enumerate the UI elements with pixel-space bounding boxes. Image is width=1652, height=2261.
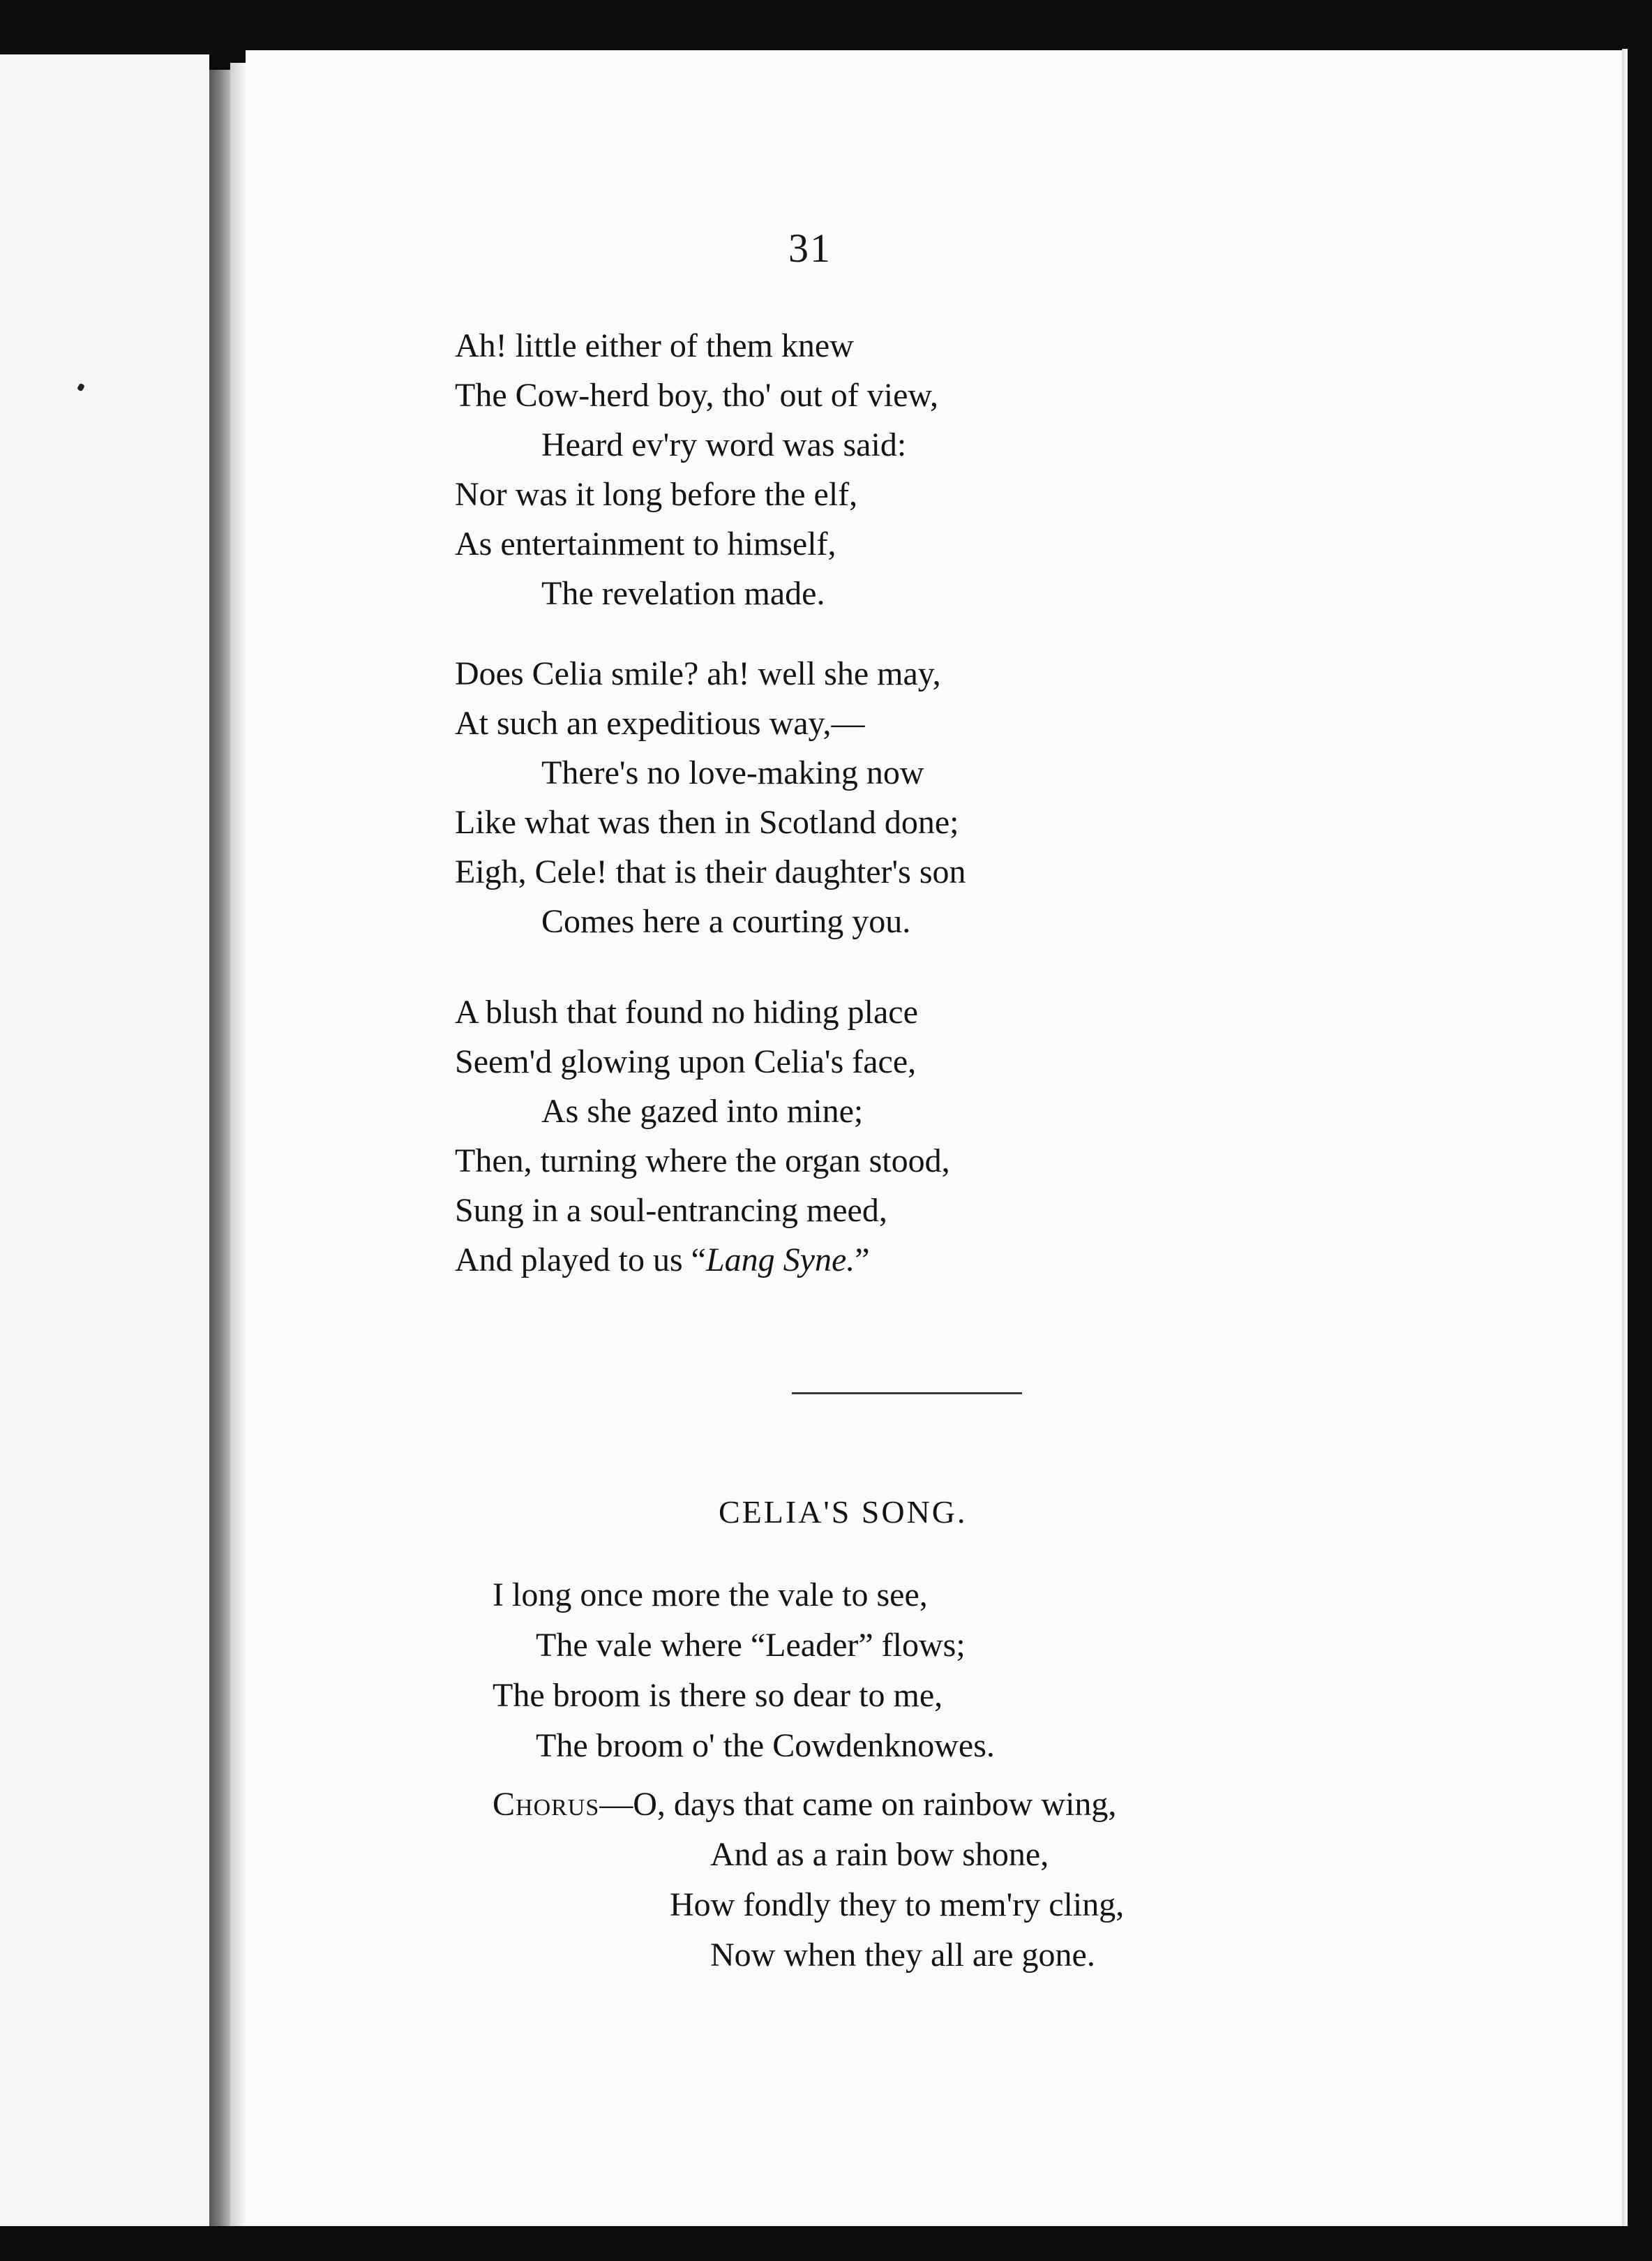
poem-line: The Cow-herd boy, tho' out of view,	[455, 377, 938, 414]
poem-line: The revelation made.	[541, 575, 825, 612]
page-edge	[1622, 49, 1628, 2230]
chorus-line: And as a rain bow shone,	[710, 1836, 1049, 1873]
poem-line: Eigh, Cele! that is their daughter's son	[455, 853, 966, 890]
poem-line: Does Celia smile? ah! well she may,	[455, 655, 941, 692]
chorus-line: How fondly they to mem'ry cling,	[670, 1886, 1125, 1923]
book-gutter	[209, 70, 230, 2226]
song-name-italic: Lang Syne.	[705, 1241, 855, 1278]
poem-line: Heard ev'ry word was said:	[541, 426, 907, 463]
poem-line: There's no love-making now	[541, 754, 924, 791]
scan-border-bottom	[0, 2226, 1652, 2261]
song-line: The broom is there so dear to me,	[493, 1677, 943, 1714]
poem-line: Nor was it long before the elf,	[455, 476, 858, 513]
poem-line: As she gazed into mine;	[541, 1093, 864, 1130]
song-line: The vale where “Leader” flows;	[536, 1627, 966, 1664]
poem-line: Ah! little either of them knew	[455, 327, 854, 364]
poem-line: As entertainment to himself,	[455, 525, 836, 562]
poem-stanza-3	[455, 987, 950, 1285]
chorus-label: Chorus	[493, 1786, 600, 1823]
poem-line: Comes here a courting you.	[541, 903, 911, 940]
poem-stanza-1	[455, 321, 938, 618]
song-title: CELIA'S SONG.	[719, 1494, 968, 1530]
chorus-first-line	[493, 1779, 1124, 1830]
poem-line: Then, turning where the organ stood,	[455, 1142, 950, 1179]
last-line-prefix: And played to us	[455, 1241, 691, 1278]
gutter-shadow	[230, 63, 246, 2233]
song-verse	[493, 1570, 995, 1771]
song-chorus	[493, 1779, 1124, 1980]
poem-line: Seem'd glowing upon Celia's face,	[455, 1043, 917, 1080]
ink-mark	[77, 383, 85, 392]
left-page	[0, 54, 209, 2232]
poem-line: A blush that found no hiding place	[455, 994, 918, 1031]
chorus-line: Now when they all are gone.	[710, 1937, 1095, 1973]
page-number: 31	[788, 225, 832, 271]
poem-line: Sung in a soul-entrancing meed,	[455, 1192, 887, 1229]
poem-line: Like what was then in Scotland done;	[455, 804, 959, 841]
close-quote: ”	[855, 1241, 870, 1278]
chorus-text: —O, days that came on rainbow wing,	[599, 1786, 1117, 1823]
song-line: The broom o' the Cowdenknowes.	[536, 1727, 995, 1764]
poem-line: At such an expeditious way,—	[455, 705, 865, 742]
poem-line-last	[455, 1235, 950, 1285]
open-quote: “	[691, 1241, 706, 1278]
poem-stanza-2	[455, 649, 966, 946]
song-line: I long once more the vale to see,	[493, 1576, 928, 1613]
section-divider	[792, 1392, 1022, 1394]
